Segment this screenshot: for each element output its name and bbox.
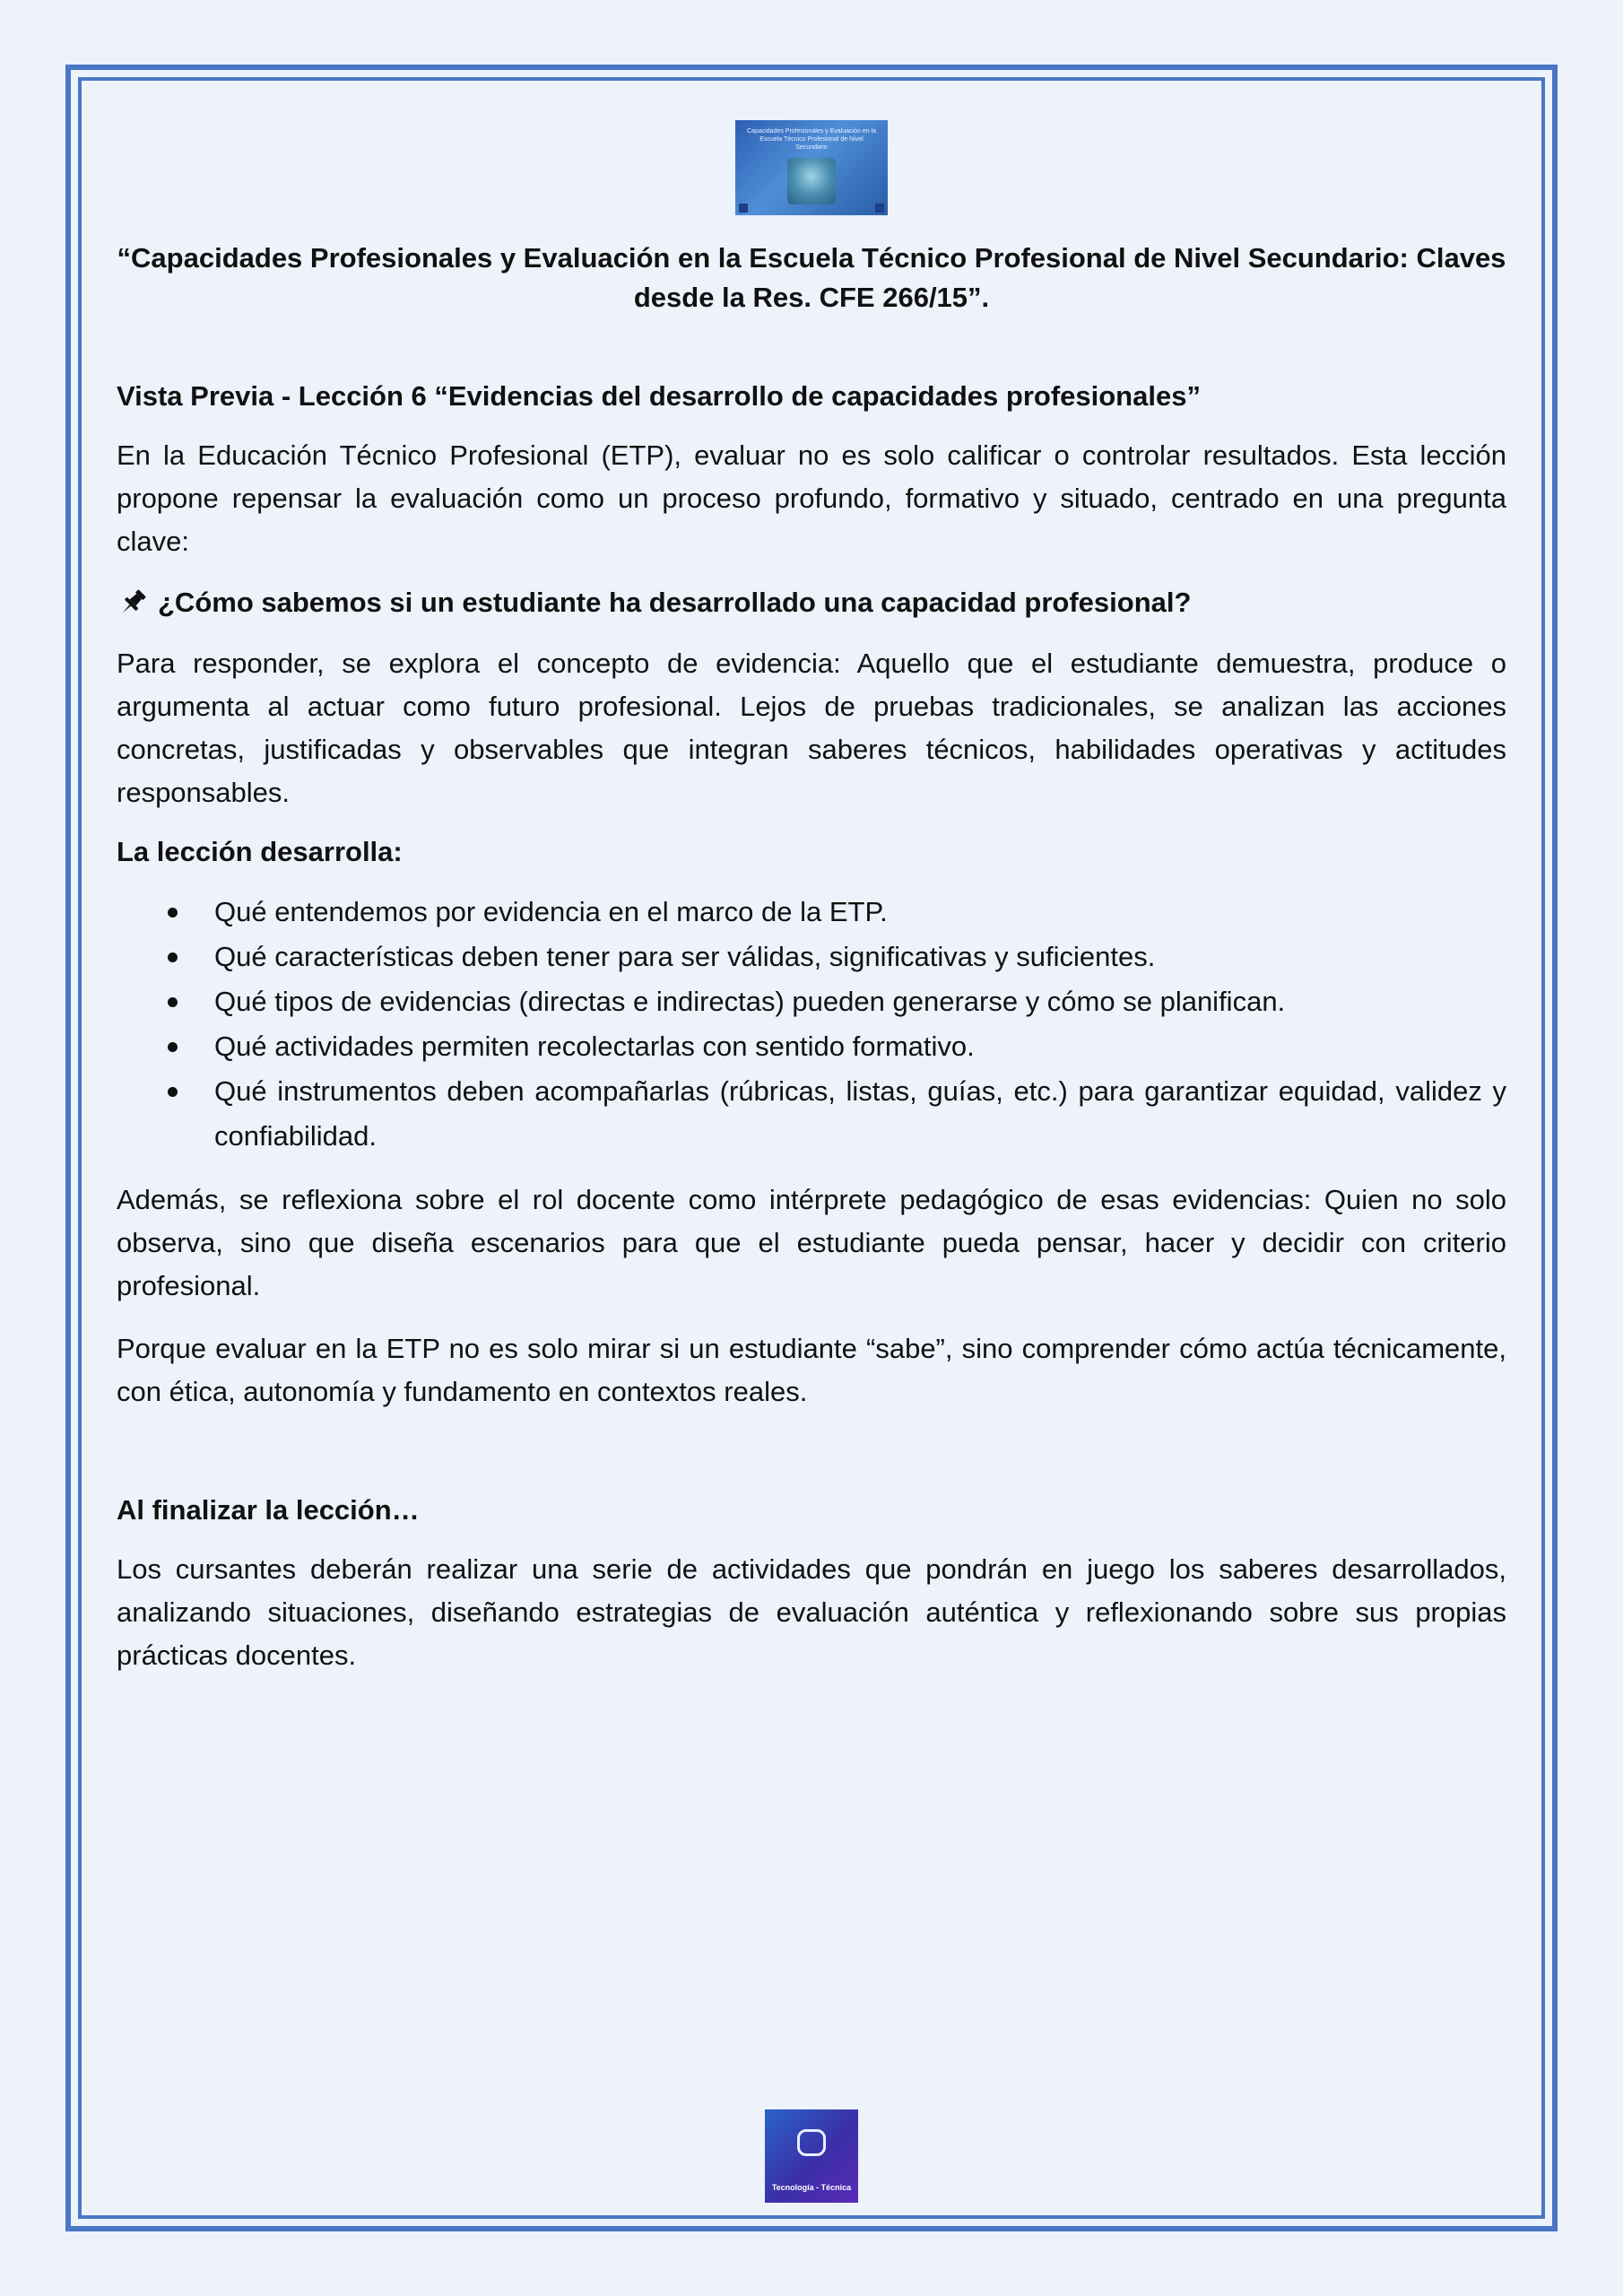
course-banner-logo — [735, 120, 888, 215]
robot-icon — [797, 2129, 826, 2156]
list-item: Qué características deben tener para ser válidas, significativas y suficientes. — [214, 935, 1506, 979]
finalize-heading: Al finalizar la lección… — [117, 1494, 420, 1526]
finalize-paragraph: Los cursantes deberán realizar una serie de actividades que pondrán en juego los saberes desarrollados, analizando situaciones, diseñando estrategias de evaluación auténtica y reflexionando sobre sus propias prácticas docentes. — [117, 1553, 1506, 1671]
banner-figure — [787, 158, 836, 204]
evidence-paragraph: Para responder, se explora el concepto de evidencia: Aquello que el estudiante demuestra, produce o argumenta al actuar como futuro profesional. Lejos de pruebas tradicionales, se analizan las acciones concretas, justificadas y observables que integran saberes técnicos, habilidades operativas y actitudes responsables. — [117, 648, 1506, 808]
intro-paragraph: En la Educación Técnico Profesional (ETP), evaluar no es solo calificar o controlar resultados. Esta lección propone repensar la evaluación como un proceso profundo, formativo y situado, centrado en una pregunta clave: — [117, 439, 1506, 557]
closing-paragraph: Porque evaluar en la ETP no es solo mirar si un estudiante “sabe”, sino comprender cómo actúa técnicamente, con ética, autonomía y fundamento en contextos reales. — [117, 1333, 1506, 1407]
teacher-role-paragraph: Además, se reflexiona sobre el rol docente como intérprete pedagógico de esas evidencias: Quien no solo observa, sino que diseña escenarios para que el estudiante pueda pensar, hacer y decidir con criterio profesional. — [117, 1184, 1506, 1301]
develops-list — [117, 890, 1506, 1159]
list-item: Qué actividades permiten recolectarlas con sentido formativo. — [214, 1024, 1506, 1069]
tecnologia-tecnica-logo — [765, 2109, 858, 2203]
list-item: Qué entendemos por evidencia en el marco de la ETP. — [214, 890, 1506, 935]
list-item: Qué tipos de evidencias (directas e indirectas) pueden generarse y cómo se planifican. — [214, 979, 1506, 1024]
key-question — [117, 583, 1506, 622]
preview-heading: Vista Previa - Lección 6 “Evidencias del desarrollo de capacidades profesionales” — [117, 380, 1201, 412]
banner-logo-text: Capacidades Profesionales y Evaluación en la Escuela Técnico Profesional de Nivel Secundario — [747, 128, 876, 151]
develops-heading: La lección desarrolla: — [117, 836, 403, 867]
section-spacer — [117, 1433, 1506, 1492]
document-content — [117, 120, 1506, 1697]
banner-badge-left — [739, 204, 748, 213]
footer-logo-text: Tecnología - Técnica — [771, 2183, 852, 2192]
banner-badge-right — [875, 204, 884, 213]
pushpin-icon — [117, 587, 149, 619]
key-question-text: ¿Cómo sabemos si un estudiante ha desarrollado una capacidad profesional? — [158, 587, 1192, 618]
document-title: “Capacidades Profesionales y Evaluación en la Escuela Técnico Profesional de Nivel Secundario: Claves desde la Res. CFE 266/15”. — [117, 242, 1506, 313]
list-item: Qué instrumentos deben acompañarlas (rúbricas, listas, guías, etc.) para garantizar equidad, validez y confiabilidad. — [214, 1069, 1506, 1159]
